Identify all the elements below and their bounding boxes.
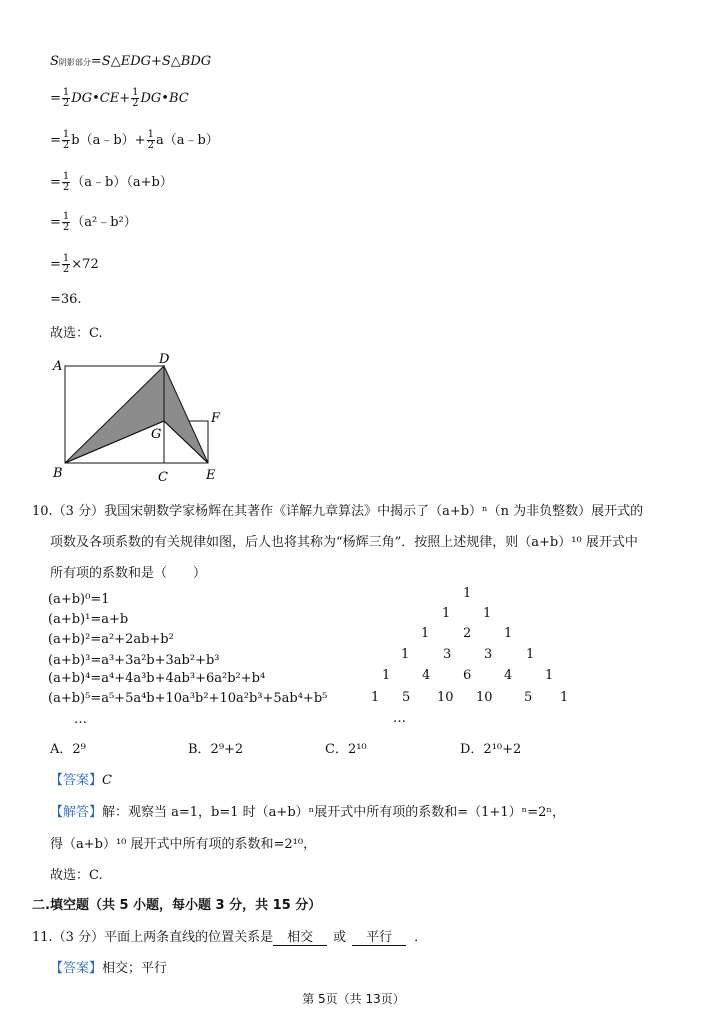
triangle-number: 10 xyxy=(437,690,454,705)
triangle-number: 1 xyxy=(401,647,410,662)
triangle-number: 1 xyxy=(560,690,569,705)
option-b: B．2⁹+2 xyxy=(188,742,244,757)
label-d: D xyxy=(159,352,170,367)
answer-value: C xyxy=(102,773,112,788)
triangle-number: 2 xyxy=(463,626,472,641)
label-f: F xyxy=(211,411,221,426)
blank-1: 相交 xyxy=(273,926,327,946)
triangle-ellipsis: … xyxy=(393,711,406,726)
triangle-number: 10 xyxy=(476,690,493,705)
shaded-triangle-bdg xyxy=(65,366,164,463)
triangle-number: 1 xyxy=(526,647,535,662)
triangle-number: 3 xyxy=(443,647,452,662)
answer-tag: 【答案】 xyxy=(50,773,103,788)
q10-analysis-line-2: 得（a+b）¹⁰ 展开式中所有项的系数和=2¹⁰， xyxy=(50,837,317,852)
q11-stem: 11.（3 分）平面上两条直线的位置关系是 相交 或 平行 ． xyxy=(32,926,427,946)
triangle-number: 5 xyxy=(524,690,533,705)
fraction-half: $\frac{1}{2}$ xyxy=(132,87,139,109)
section-title: 二.填空题（共 5 小题，每小题 3 分，共 15 分） xyxy=(32,898,322,913)
triangle-number: 1 xyxy=(421,626,430,641)
option-d: D．2¹⁰+2 xyxy=(460,742,522,757)
fraction-half: $\frac{1}{2}$ xyxy=(147,129,154,151)
solution-line-2: = $\frac{1}{2}$ b（a﹣b）+ $\frac{1}{2}$ a（a﹣b） xyxy=(50,129,219,151)
triangle-number: 1 xyxy=(545,668,554,683)
label-a: A xyxy=(53,359,63,374)
page-footer: 第 5页（共 13页） xyxy=(302,992,405,1006)
q10-stem-line-2: 项数及各项系数的有关规律如图，后人也将其称为“杨辉三角”．按照上述规律，则（a+b）¹⁰ 展开式中 xyxy=(50,535,638,550)
fraction-half: $\frac{1}{2}$ xyxy=(62,87,70,109)
triangle-number: 6 xyxy=(463,668,472,683)
expansion-row: (a+b)¹=a+b xyxy=(48,612,129,627)
triangle-number: 1 xyxy=(463,586,472,601)
q10-stem-line-1: 10.（3 分）我国宋朝数学家杨辉在其著作《详解九章算法》中揭示了（a+b）ⁿ（n 为非负整数）展开式的 xyxy=(32,504,644,519)
analysis-tag: 【解答】 xyxy=(50,805,103,820)
solution-line-3: = $\frac{1}{2}$ （a﹣b）（a+b） xyxy=(50,171,173,193)
s-symbol: S xyxy=(50,54,59,69)
triangle-number: 5 xyxy=(402,690,411,705)
fraction-half: $\frac{1}{2}$ xyxy=(62,211,70,233)
expansion-row: (a+b)⁴=a⁴+4a³b+4ab³+6a²b²+b⁴ xyxy=(48,671,266,686)
label-b: B xyxy=(53,466,63,481)
triangle-number: 3 xyxy=(484,647,493,662)
q10-stem-line-3: 所有项的系数和是（ ） xyxy=(50,566,207,581)
expansion-ellipsis: … xyxy=(74,712,87,727)
fraction-half: $\frac{1}{2}$ xyxy=(62,171,70,193)
blank-2: 平行 xyxy=(352,926,406,946)
s-rhs: =S△EDG+S△BDG xyxy=(90,54,212,69)
option-c: C．2¹⁰ xyxy=(325,742,367,757)
expansion-row: (a+b)⁰=1 xyxy=(48,592,110,607)
solution-line-0 xyxy=(50,54,211,69)
triangle-number: 1 xyxy=(371,690,380,705)
label-c: C xyxy=(158,470,168,485)
q10-answer xyxy=(50,769,112,788)
answer-tag: 【答案】 xyxy=(50,961,103,976)
triangle-number: 4 xyxy=(504,668,513,683)
expansion-row: (a+b)³=a³+3a²b+3ab²+b³ xyxy=(48,653,220,668)
solution-choice: 故选：C. xyxy=(50,326,103,341)
fraction-half: $\frac{1}{2}$ xyxy=(62,253,70,275)
q10-choice: 故选：C. xyxy=(50,868,103,883)
q10-analysis-line-1: 【解答】解：观察当 a=1，b=1 时（a+b）ⁿ展开式中所有项的系数和=（1+1）ⁿ=2ⁿ， xyxy=(50,805,566,820)
shaded-triangle-edg xyxy=(164,366,208,463)
triangle-number: 1 xyxy=(504,626,513,641)
label-e: E xyxy=(206,468,216,483)
q11-answer xyxy=(50,957,167,976)
solution-line-6: =36. xyxy=(50,292,82,307)
triangle-number: 4 xyxy=(422,668,431,683)
solution-line-5: = $\frac{1}{2}$ ×72 xyxy=(50,253,99,275)
option-a: A．2⁹ xyxy=(50,742,86,757)
triangle-number: 1 xyxy=(382,668,391,683)
fraction-half: $\frac{1}{2}$ xyxy=(62,129,70,151)
expansion-row: (a+b)⁵=a⁵+5a⁴b+10a³b²+10a²b³+5ab⁴+b⁵ xyxy=(48,691,328,706)
solution-line-4: = $\frac{1}{2}$ （a²﹣b²） xyxy=(50,211,137,233)
geometry-figure xyxy=(45,350,230,486)
label-g: G xyxy=(151,427,162,442)
triangle-number: 1 xyxy=(442,606,451,621)
solution-line-1: = $\frac{1}{2}$ DG•CE+ $\frac{1}{2}$ DG•BC xyxy=(50,87,189,109)
s-subscript: 阴影部分 xyxy=(58,58,91,67)
expansion-row: (a+b)²=a²+2ab+b² xyxy=(48,632,174,647)
answer-value: 相交；平行 xyxy=(102,961,168,976)
triangle-number: 1 xyxy=(483,606,492,621)
